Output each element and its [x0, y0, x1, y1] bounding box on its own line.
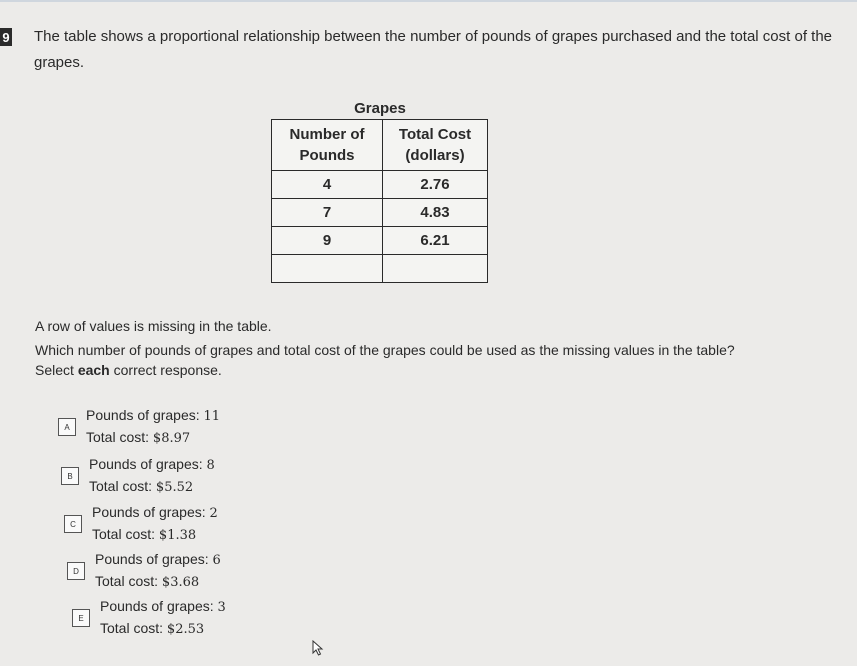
instruction-pre: Select: [35, 362, 78, 378]
option-pounds-label: Pounds of grapes:: [89, 456, 207, 472]
option-cost-label: Total cost:: [86, 429, 153, 445]
option-a-checkbox[interactable]: A: [58, 418, 76, 436]
question-text: Which number of pounds of grapes and total cost of the grapes could be used as the missing values in the table?: [35, 342, 735, 358]
option-cost-value: $2.53: [166, 622, 205, 637]
option-d[interactable]: [67, 549, 221, 593]
option-cost-value: $3.68: [161, 575, 200, 590]
instruction-post: correct response.: [109, 362, 222, 378]
top-divider: [0, 0, 857, 2]
cell-pounds-empty: [272, 255, 383, 283]
option-cost-label: Total cost:: [92, 526, 159, 542]
cell-cost: 2.76: [383, 171, 488, 199]
option-pounds-value: 6: [212, 553, 221, 568]
option-d-checkbox[interactable]: D: [67, 562, 85, 580]
header-pounds: [272, 120, 383, 171]
option-cost-label: Total cost:: [95, 573, 162, 589]
option-b-text: [89, 454, 215, 498]
option-b-checkbox[interactable]: B: [61, 467, 79, 485]
instruction-bold: each: [77, 362, 110, 378]
cell-cost: 4.83: [383, 199, 488, 227]
option-e-text: [100, 596, 226, 640]
option-cost-value: $5.52: [155, 480, 194, 495]
option-pounds-label: Pounds of grapes:: [92, 504, 210, 520]
table-row: [272, 171, 488, 199]
option-b[interactable]: [61, 454, 215, 498]
option-cost-label: Total cost:: [89, 478, 156, 494]
header-total-cost: [383, 120, 488, 171]
grapes-table: [271, 119, 488, 283]
table-header-row: [272, 120, 488, 171]
option-cost-value: $8.97: [152, 431, 191, 446]
option-pounds-value: 3: [217, 600, 226, 615]
cell-pounds: 9: [272, 227, 383, 255]
header-pounds-text: Number of Pounds: [289, 126, 365, 164]
option-c-text: [92, 502, 218, 546]
missing-row-text: A row of values is missing in the table.: [35, 318, 272, 334]
option-cost-value: $1.38: [158, 528, 197, 543]
cell-cost: 6.21: [383, 227, 488, 255]
cell-cost-empty: [383, 255, 488, 283]
table-row: [272, 227, 488, 255]
option-cost-label: Total cost:: [100, 620, 167, 636]
option-pounds-value: 2: [209, 506, 218, 521]
option-e[interactable]: [72, 596, 226, 640]
header-cost-text: Total Cost (dollars): [398, 126, 472, 164]
option-d-text: [95, 549, 221, 593]
table-title: Grapes: [354, 100, 406, 117]
option-pounds-value: 11: [203, 409, 221, 424]
mouse-cursor-icon: [312, 640, 324, 656]
option-pounds-label: Pounds of grapes:: [86, 407, 204, 423]
option-c[interactable]: [64, 502, 218, 546]
question-number: 9: [0, 28, 12, 46]
instruction-text: [35, 362, 222, 378]
option-c-checkbox[interactable]: C: [64, 515, 82, 533]
option-a-text: [86, 405, 220, 449]
option-e-checkbox[interactable]: E: [72, 609, 90, 627]
cell-pounds: 4: [272, 171, 383, 199]
question-prompt: The table shows a proportional relationship between the number of pounds of grapes purchased and the total cost of the grapes.: [34, 28, 833, 71]
option-pounds-label: Pounds of grapes:: [95, 551, 213, 567]
cell-pounds: 7: [272, 199, 383, 227]
table-row-missing: [272, 255, 488, 283]
option-pounds-value: 8: [206, 458, 215, 473]
option-a[interactable]: [58, 405, 220, 449]
table-row: [272, 199, 488, 227]
option-pounds-label: Pounds of grapes:: [100, 598, 218, 614]
